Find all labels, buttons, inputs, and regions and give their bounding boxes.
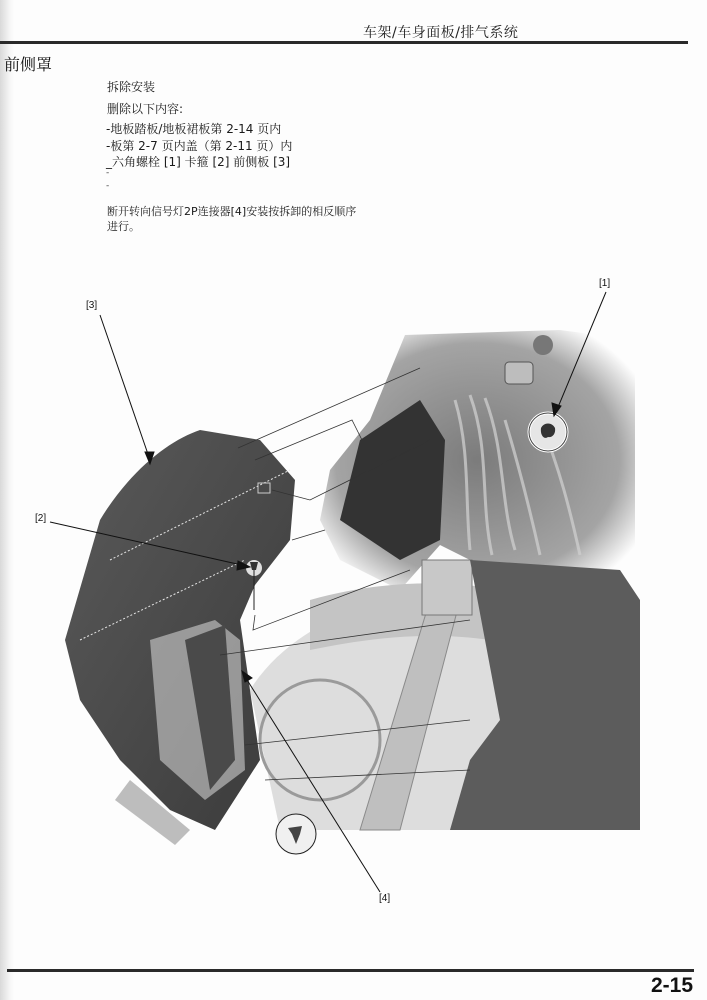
empty-list-marker: - [106,168,110,178]
list-marker: - [106,139,111,153]
frame-assembly [320,330,635,590]
callout-1: [1] [599,278,611,289]
remove-list-heading: 删除以下内容: [107,102,184,116]
footer-rule [7,969,694,972]
hex-bolt-detail [529,413,567,451]
callout-4: [4] [379,893,391,904]
list-item-text: 板第 2-7 页内盖（第 2-11 页）内 [110,139,293,153]
callout-2: [2] [35,513,47,524]
section-title: 前侧罩 [4,55,53,74]
empty-list-marker: - [106,181,110,191]
chapter-title: 车架/车身面板/排气系统 [363,25,519,41]
note-line: 断开转向信号灯2P连接器[4]安装按拆卸的相反顺序 [107,205,357,218]
list-marker: _ [106,155,112,169]
list-item-text: 地板踏板/地板裙板第 2-14 页内 [110,122,282,136]
front-side-cover [65,430,295,845]
list-marker: - [106,122,111,136]
note-line: 进行。 [107,220,140,233]
lower-bolt-detail [276,814,316,854]
list-item-text: 六角螺栓 [1] 卡箍 [2] 前侧板 [3] [112,155,291,169]
page-number: 2-15 [650,974,693,997]
procedure-subheading: 拆除安装 [107,80,156,94]
callout-3: [3] [86,300,98,311]
